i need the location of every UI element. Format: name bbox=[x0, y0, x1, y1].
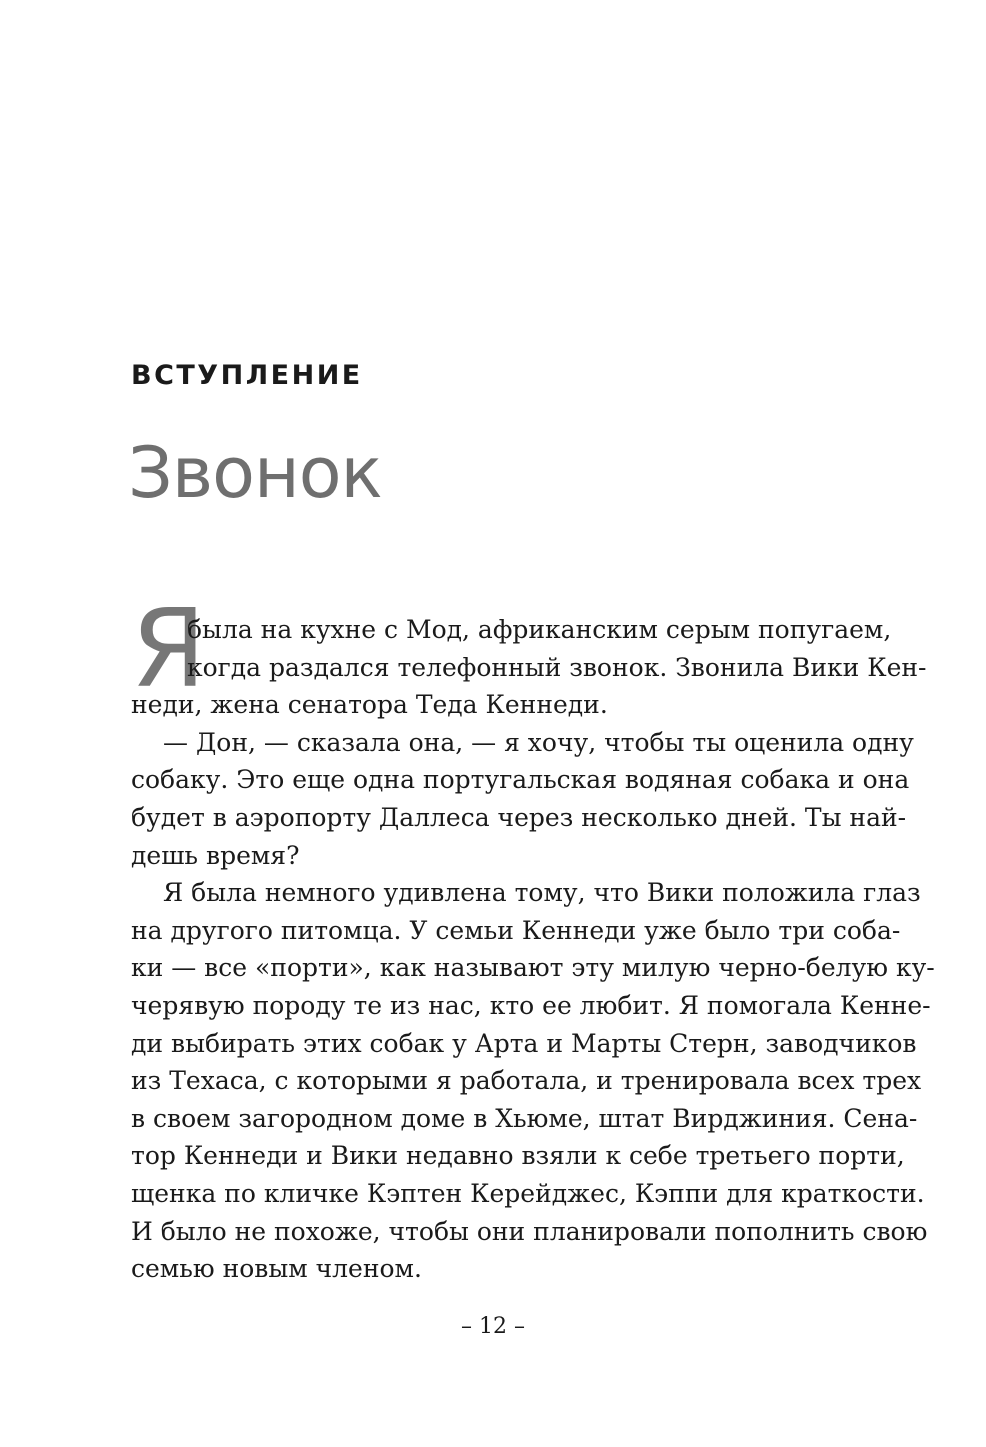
text-line: И было не похоже, чтобы они планировали пополнить свою bbox=[131, 1216, 928, 1246]
page-number: – 12 – bbox=[461, 1314, 525, 1339]
text-line: щенка по кличке Кэптен Керейджес, Кэппи для краткости. bbox=[131, 1178, 925, 1208]
text-line: семью новым членом. bbox=[131, 1254, 422, 1284]
text-line: была на кухне с Мод, африканским серым попугаем, bbox=[187, 615, 892, 644]
text-line: будет в аэропорту Даллеса через несколько дней. Ты най- bbox=[131, 802, 907, 832]
chapter-title: Звонок bbox=[128, 432, 382, 514]
text-line: в своем загородном доме в Хьюме, штат Вирджиния. Сена- bbox=[131, 1103, 918, 1133]
paragraph-1 bbox=[131, 611, 927, 724]
paragraph-3 bbox=[131, 874, 935, 1288]
text-line: ки — все «порти», как называют эту милую черно-белую ку- bbox=[131, 953, 935, 983]
text-line: Я была немного удивлена тому, что Вики положила глаз bbox=[163, 878, 921, 908]
text-line: черявую породу те из нас, кто ее любит. Я помогала Кенне- bbox=[131, 990, 931, 1020]
text-line: на другого питомца. У семьи Кеннеди уже было три соба- bbox=[131, 915, 901, 945]
text-line: когда раздался телефонный звонок. Звонила Вики Кен- bbox=[187, 652, 927, 682]
paragraph-2 bbox=[131, 724, 914, 874]
text-line: ди выбирать этих собак у Арта и Марты Стерн, заводчиков bbox=[131, 1028, 917, 1058]
text-line: из Техаса, с которыми я работала, и тренировала всех трех bbox=[131, 1066, 922, 1096]
text-line: собаку. Это еще одна португальская водяная собака и она bbox=[131, 765, 910, 795]
text-line: — Дон, — сказала она, — я хочу, чтобы ты оценила одну bbox=[163, 727, 914, 757]
text-line: дешь время? bbox=[131, 840, 300, 870]
section-label: ВСТУПЛЕНИЕ bbox=[131, 360, 363, 391]
body-text bbox=[131, 611, 935, 1288]
text-line: неди, жена сенатора Теда Кеннеди. bbox=[131, 690, 608, 720]
text-line: тор Кеннеди и Вики недавно взяли к себе третьего порти, bbox=[131, 1141, 905, 1171]
drop-cap: Я bbox=[131, 587, 207, 712]
